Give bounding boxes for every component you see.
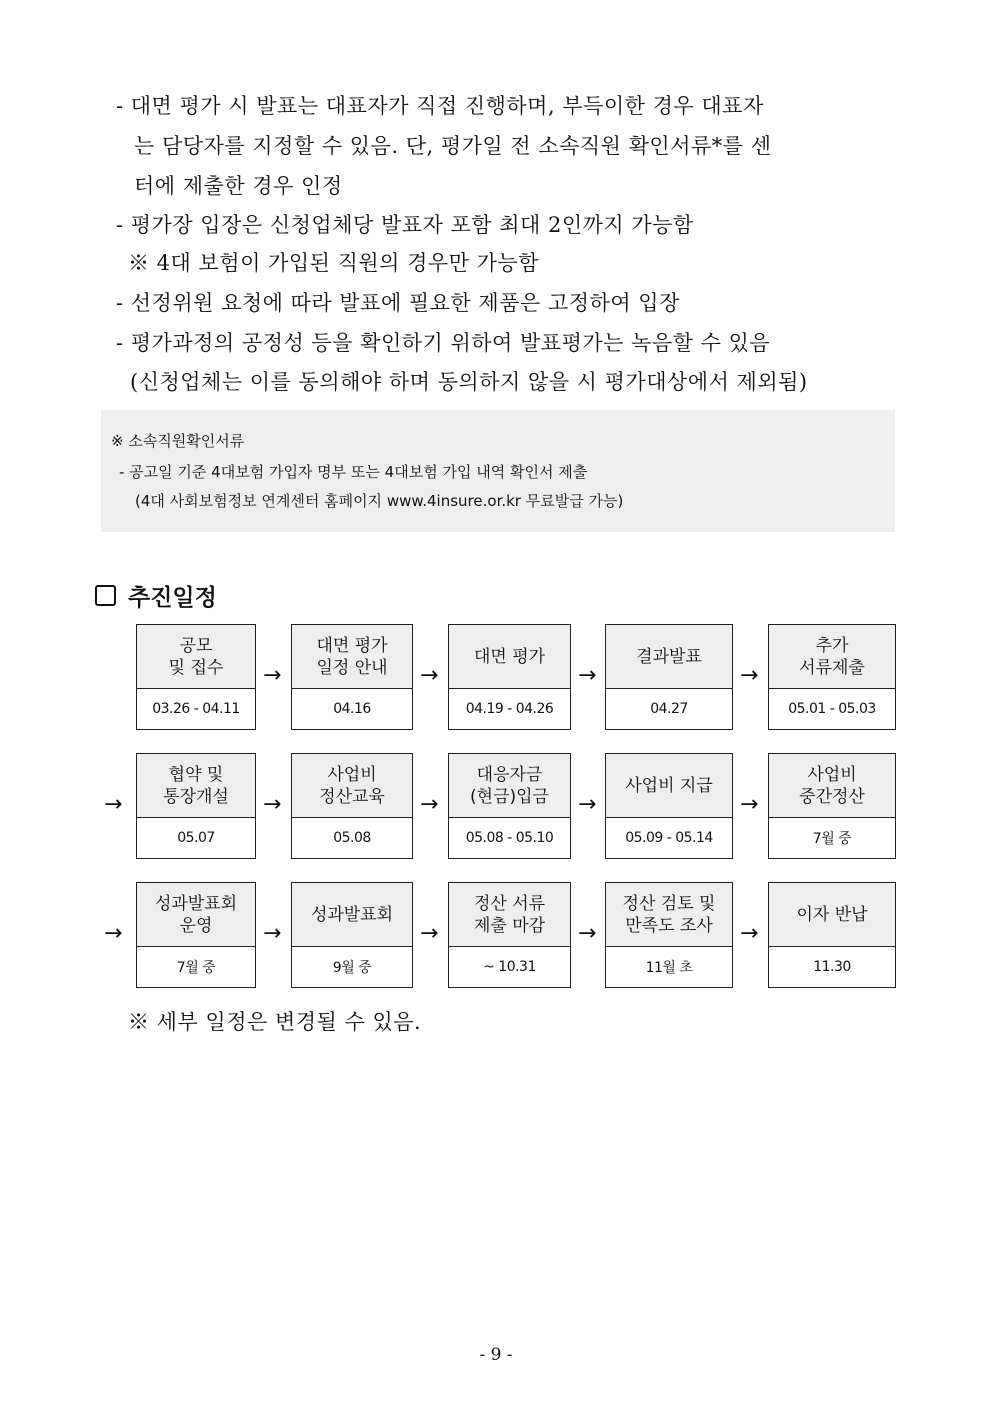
step-date: 04.19 - 04.26: [465, 701, 554, 717]
schedule-step: [605, 882, 733, 988]
step-label: 사업비 중간정산: [769, 754, 895, 818]
schedule-step: [768, 624, 896, 730]
body-line-1: - 대면 평가 시 발표는 대표자가 직접 진행하며, 부득이한 경우 대표자: [116, 94, 764, 118]
step-label: 대면 평가 일정 안내: [292, 625, 412, 689]
body-line-6: - 선정위원 요청에 따라 발표에 필요한 제품은 고정하여 입장: [116, 291, 680, 315]
step-label: 이자 반납: [769, 883, 895, 947]
step-date: 7월 중: [176, 960, 216, 976]
step-label: 공모 및 접수: [137, 625, 255, 689]
step-date: 9월 중: [332, 960, 372, 976]
arrow-right-icon: →: [578, 921, 597, 946]
arrow-right-icon: →: [740, 921, 759, 946]
arrow-right-icon: →: [420, 921, 439, 946]
schedule-step: [291, 624, 413, 730]
arrow-right-icon: →: [104, 921, 123, 946]
body-line-4: - 평가장 입장은 신청업체당 발표자 포함 최대 2인까지 가능함: [116, 213, 694, 237]
body-line-8: (신청업체는 이를 동의해야 하며 동의하지 않을 시 평가대상에서 제외됨): [130, 370, 808, 394]
step-label: 사업비 정산교육: [292, 754, 412, 818]
schedule-step: [136, 882, 256, 988]
step-date: 05.07: [177, 830, 215, 846]
body-line-5: ※ 4대 보험이 가입된 직원의 경우만 가능함: [128, 251, 539, 275]
step-date: 05.09 - 05.14: [625, 830, 713, 846]
arrow-right-icon: →: [578, 663, 597, 688]
step-label: 추가 서류제출: [769, 625, 895, 689]
arrow-right-icon: →: [740, 663, 759, 688]
step-date: 03.26 - 04.11: [152, 701, 240, 717]
note-line-1: - 공고일 기준 4대보험 가입자 명부 또는 4대보험 가입 내역 확인서 제출: [119, 463, 588, 481]
step-label: 협약 및 통장개설: [137, 754, 255, 818]
schedule-step: [768, 882, 896, 988]
step-date: 11월 초: [645, 960, 693, 976]
step-label: 결과발표: [606, 625, 732, 689]
arrow-right-icon: →: [578, 792, 597, 817]
schedule-step: [448, 882, 571, 988]
body-line-2: 는 담당자를 지정할 수 있음. 단, 평가일 전 소속직원 확인서류*를 센: [134, 134, 772, 158]
step-date: 05.08: [333, 830, 371, 846]
arrow-right-icon: →: [263, 663, 282, 688]
step-date: 04.27: [650, 701, 688, 717]
schedule-step: [136, 753, 256, 859]
note-line-2: (4대 사회보험정보 연계센터 홈페이지 www.4insure.or.kr 무료발급 가능): [135, 492, 624, 510]
step-label: 성과발표회 운영: [137, 883, 255, 947]
schedule-step: [136, 624, 256, 730]
section-header: [95, 578, 217, 612]
step-date: 7월 중: [812, 831, 852, 847]
body-line-7: - 평가과정의 공정성 등을 확인하기 위하여 발표평가는 녹음할 수 있음: [116, 331, 771, 355]
arrow-right-icon: →: [104, 792, 123, 817]
step-date: 05.08 - 05.10: [465, 830, 554, 846]
step-label: 성과발표회: [292, 883, 412, 947]
schedule-footnote: ※ 세부 일정은 변경될 수 있음.: [128, 1010, 422, 1034]
arrow-right-icon: →: [740, 792, 759, 817]
step-date: 05.01 - 05.03: [788, 701, 876, 717]
arrow-right-icon: →: [263, 921, 282, 946]
step-label: 정산 서류 제출 마감: [449, 883, 570, 947]
schedule-step: [448, 753, 571, 859]
step-label: 정산 검토 및 만족도 조사: [606, 883, 732, 947]
arrow-right-icon: →: [263, 792, 282, 817]
schedule-step: [768, 753, 896, 859]
note-title: ※ 소속직원확인서류: [111, 432, 245, 450]
step-label: 대면 평가: [449, 625, 570, 689]
schedule-step: [605, 624, 733, 730]
step-label: 사업비 지급: [606, 754, 732, 818]
schedule-step: [448, 624, 571, 730]
checkbox-square-icon: [95, 585, 116, 606]
step-date: 11.30: [813, 959, 851, 975]
page-number: - 9 -: [479, 1345, 513, 1365]
step-label: 대응자금 (현금)입금: [449, 754, 570, 818]
body-line-3: 터에 제출한 경우 인정: [134, 174, 343, 198]
schedule-step: [291, 753, 413, 859]
arrow-right-icon: →: [420, 663, 439, 688]
section-title: 추진일정: [128, 584, 217, 611]
note-box: [101, 410, 895, 532]
step-date: 04.16: [333, 701, 371, 717]
arrow-right-icon: →: [420, 792, 439, 817]
schedule-step: [605, 753, 733, 859]
schedule-step: [291, 882, 413, 988]
step-date: ~ 10.31: [483, 959, 536, 975]
